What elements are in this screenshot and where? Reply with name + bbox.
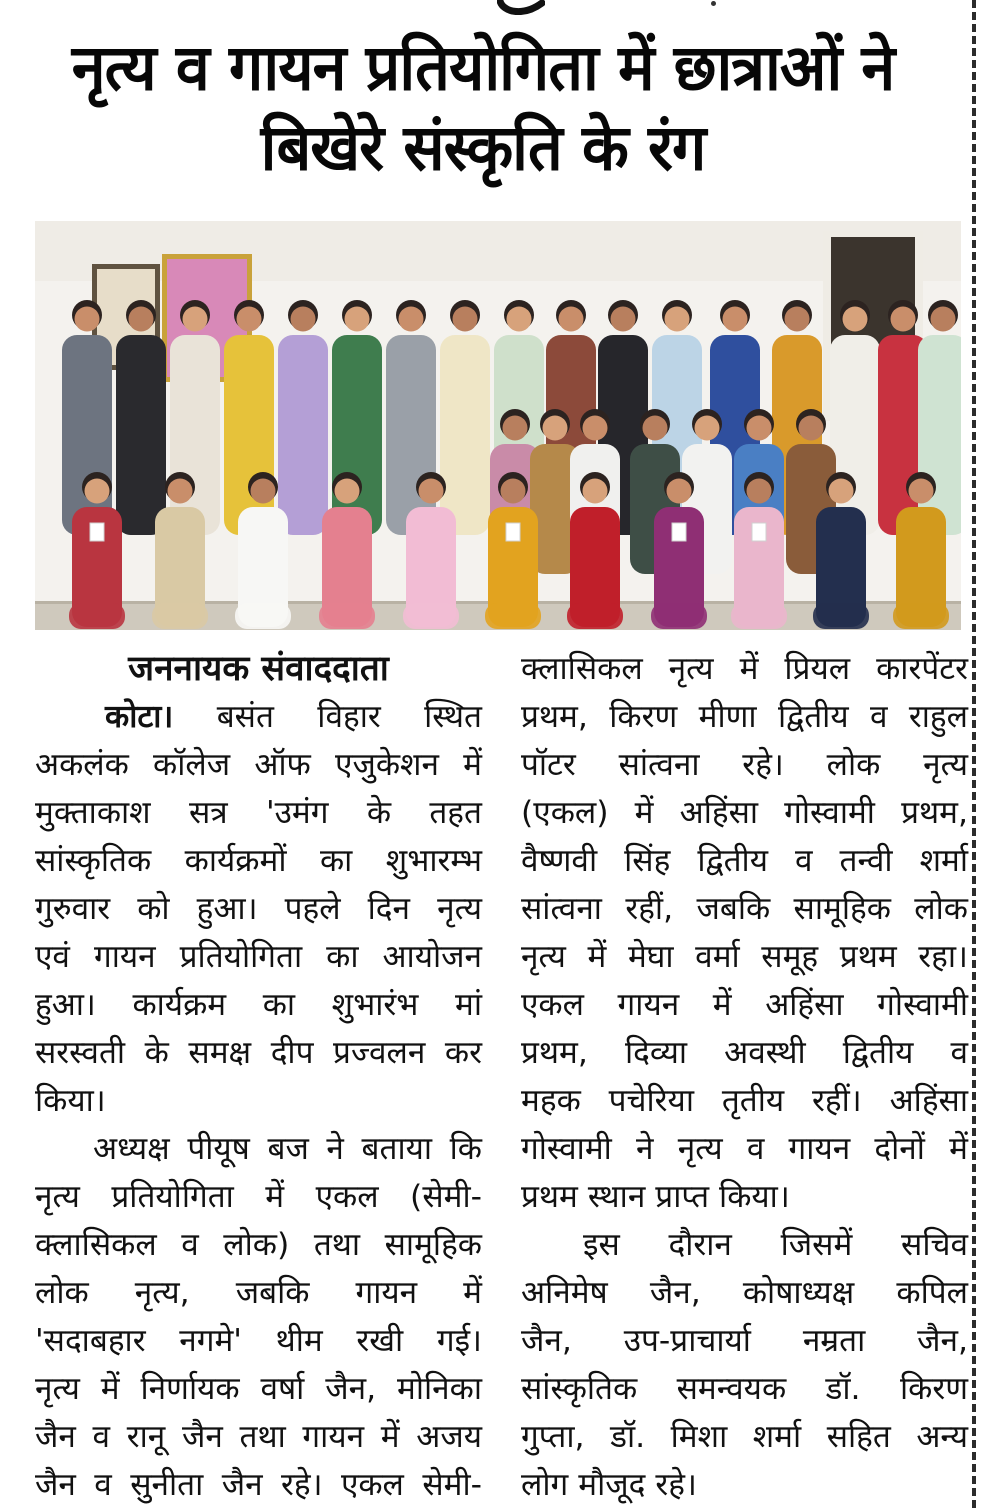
article-line: गोस्वामी ने नृत्य व गायन दोनों में — [521, 1131, 968, 1167]
article-line: इस दौरान जिसमें सचिव — [583, 1227, 968, 1263]
dateline: कोटा। — [105, 699, 174, 735]
article-line: जैन व सुनीता जैन रहे। एकल सेमी- — [35, 1467, 482, 1503]
group-photo-illustration — [35, 221, 961, 630]
article-line: महक पचेरिया तृतीय रहीं। अहिंसा — [521, 1083, 968, 1119]
headline-line-2: बिखेरे संस्कृति के रंग — [260, 111, 706, 186]
article-line: एवं गायन प्रतियोगिता का आयोजन — [35, 939, 482, 975]
article-line: (एकल) में अहिंसा गोस्वामी प्रथम, — [521, 795, 968, 831]
article-line: प्रथम, किरण मीणा द्वितीय व राहुल — [521, 699, 968, 735]
cropped-text-fragment — [497, 0, 545, 15]
article-line: जैन व रानू जैन तथा गायन में अजय — [35, 1419, 482, 1455]
article-line: क्लासिकल व लोक) तथा सामूहिक — [35, 1227, 482, 1263]
article-line: प्रथम स्थान प्राप्त किया। — [521, 1179, 790, 1215]
article-line: सांस्कृतिक कार्यक्रमों का शुभारम्भ — [35, 843, 482, 879]
article-line: लोक नृत्य, जबकि गायन में — [35, 1275, 482, 1311]
article-line: नृत्य में निर्णायक वर्षा जैन, मोनिका — [35, 1371, 482, 1407]
article-line: किया। — [35, 1083, 106, 1119]
article-line: जैन, उप-प्राचार्या नम्रता जैन, — [521, 1323, 968, 1359]
article-line: गुरुवार को हुआ। पहले दिन नृत्य — [35, 891, 482, 927]
article-line: पॉटर सांत्वना रहे। लोक नृत्य — [521, 747, 968, 783]
article-line: प्रथम, दिव्या अवस्थी द्वितीय व — [521, 1035, 968, 1071]
dashed-column-rule — [972, 0, 976, 1508]
article-line: अकलंक कॉलेज ऑफ एजुकेशन में — [35, 747, 482, 783]
article-line: मुक्ताकाश सत्र 'उमंग के तहत — [35, 795, 482, 831]
article-line: सांत्वना रहीं, जबकि सामूहिक लोक — [521, 891, 968, 927]
article-line: क्लासिकल नृत्य में प्रियल कारपेंटर — [521, 651, 968, 687]
article-line: लोग मौजूद रहे। — [521, 1467, 697, 1503]
article-line: सांस्कृतिक समन्वयक डॉ. किरण — [521, 1371, 968, 1407]
article-line: कोटा। बसंत विहार स्थित — [105, 699, 482, 735]
article-line: नृत्य में मेघा वर्मा समूह प्रथम रहा। — [521, 939, 968, 975]
article-line: नृत्य प्रतियोगिता में एकल (सेमी- — [35, 1179, 482, 1215]
article-column-right — [521, 645, 968, 1508]
article-line: हुआ। कार्यक्रम का शुभारंभ मां — [35, 987, 482, 1023]
article-line: 'सदाबहार नगमे' थीम रखी गई। — [35, 1323, 482, 1359]
article-line: एकल गायन में अहिंसा गोस्वामी — [521, 987, 968, 1023]
article-line: सरस्वती के समक्ष दीप प्रज्वलन कर — [35, 1035, 482, 1071]
article-line: गुप्ता, डॉ. मिशा शर्मा सहित अन्य — [521, 1419, 968, 1455]
article-line: अनिमेष जैन, कोषाध्यक्ष कपिल — [521, 1275, 968, 1311]
byline: जननायक संवाददाता — [128, 649, 389, 689]
headline — [8, 28, 958, 188]
group-photo — [35, 221, 961, 630]
article-column-left — [35, 645, 482, 1508]
cropped-dot-fragment — [711, 1, 716, 6]
article-line: वैष्णवी सिंह द्वितीय व तन्वी शर्मा — [521, 843, 968, 879]
article-line: अध्यक्ष पीयूष बज ने बताया कि — [93, 1131, 482, 1167]
headline-line-1: नृत्य व गायन प्रतियोगिता में छात्राओं ने — [71, 31, 895, 105]
